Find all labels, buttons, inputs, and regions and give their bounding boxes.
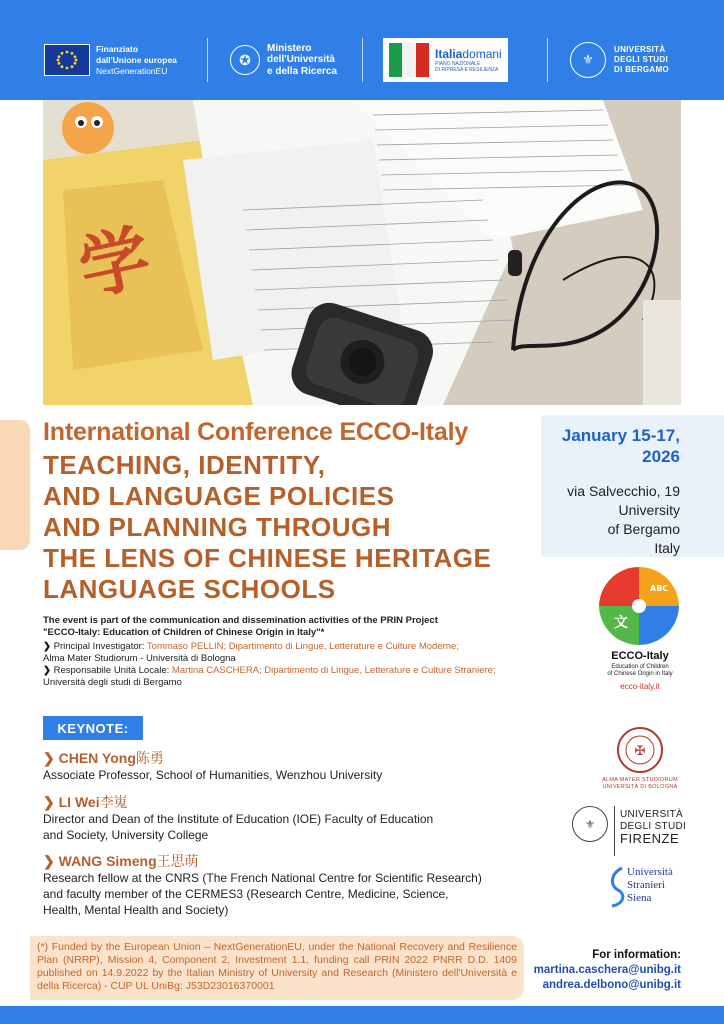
unifi-line1: UNIVERSITÀ	[620, 809, 684, 820]
contact-label: For information:	[592, 949, 681, 961]
date-line2: 2026	[642, 447, 680, 466]
venue-line: of Bergamo	[607, 521, 680, 537]
unibo-logo-text	[590, 777, 690, 791]
unifi-line3: FIRENZE	[620, 831, 680, 846]
speaker-name: CHEN Yong	[58, 750, 136, 766]
speaker-chinese-name: 陈勇	[135, 750, 164, 766]
pi-label: Principal Investigator:	[53, 641, 147, 652]
itd-sub1: PIANO NAZIONALE	[435, 60, 481, 67]
ecco-website-link[interactable]: ecco-italy.it	[620, 682, 660, 691]
divider	[362, 38, 363, 82]
svg-text:文: 文	[614, 615, 628, 631]
italiadomani-logo	[383, 36, 508, 84]
speaker-chinese-name: 李嵬	[99, 794, 128, 810]
ecco-sub2: of Chinese Origin in Italy	[607, 671, 673, 677]
project-intro2: "ECCO-Italy: Education of Children of Chinese Origin in Italy"*	[43, 627, 325, 638]
ecco-sub1: Education of Children	[611, 664, 669, 670]
eu-flag-icon	[44, 44, 90, 76]
contact-email-link[interactable]: andrea.delbono@unibg.it	[542, 979, 681, 991]
speaker-description: Associate Professor, School of Humanities, Wenzhou University	[43, 768, 383, 782]
rl-institution: Università degli studi di Bergamo	[43, 677, 182, 688]
unibg-logo	[570, 36, 669, 84]
unistrasi-mark-icon	[608, 866, 628, 908]
event-date	[562, 425, 680, 467]
svg-text:✠: ✠	[634, 744, 646, 759]
unibo-line2: UNIVERSITÀ DI BOLOGNA	[602, 784, 678, 790]
unistrasi-logo-text	[627, 866, 673, 905]
rl-name: Martina CASCHERA; Dipartimento di Lingue, Letterature e Culture Straniere;	[171, 665, 496, 676]
itd-sub2: DI RIPRESA E RESILIENZA	[435, 66, 499, 73]
itd-name-b: domani	[462, 46, 502, 61]
mur-line1: Ministero	[267, 42, 312, 54]
speaker-item	[43, 852, 543, 918]
unistra-line1: Università	[627, 866, 673, 878]
speaker-description: Director and Dean of the Institute of Education (IOE) Faculty of Education	[43, 812, 434, 826]
subtitle-line: LANGUAGE SCHOOLS	[43, 574, 336, 604]
pi-name: Tommaso PELLIN; Dipartimento di Lingue, Letterature e Culture Moderne;	[146, 641, 459, 652]
rl-label: Responsabile Unità Locale:	[53, 665, 172, 676]
chevron-right-icon: ❯	[43, 853, 55, 869]
speaker-name: LI Wei	[58, 794, 100, 810]
italian-emblem-icon: ✪	[230, 45, 260, 75]
divider	[547, 38, 548, 82]
eu-logo	[44, 36, 177, 84]
date-line1: January 15-17,	[561, 426, 680, 445]
conference-subtitle	[43, 450, 491, 605]
chevron-right-icon: ❯	[43, 665, 51, 676]
speaker-chinese-name: 王思萌	[156, 853, 199, 869]
unibg-line2: DEGLI STUDI	[614, 55, 668, 64]
subtitle-line: AND LANGUAGE POLICIES	[43, 481, 395, 511]
unibg-line3: DI BERGAMO	[614, 65, 669, 74]
chevron-right-icon: ❯	[43, 794, 55, 810]
contact-email-link[interactable]: martina.caschera@unibg.it	[533, 964, 681, 976]
conference-title: International Conference ECCO-Italy	[43, 418, 469, 446]
unifi-seal-icon: ⚜	[572, 806, 608, 842]
venue-line: via Salvecchio, 19	[567, 483, 680, 499]
svg-text:ABC: ABC	[650, 584, 669, 593]
speaker-item	[43, 749, 543, 783]
venue-line: University	[618, 502, 680, 518]
ecco-name: ECCO-Italy	[611, 650, 669, 662]
subtitle-line: THE LENS OF CHINESE HERITAGE	[43, 543, 492, 573]
unibg-seal-icon: ⚜	[570, 42, 606, 78]
project-intro1: The event is part of the communication and dissemination activities of the PRIN Project	[43, 615, 438, 626]
speaker-description: Research fellow at the CNRS (The French National Centre for Scientific Research)	[43, 871, 482, 885]
hero-photo	[43, 100, 681, 405]
speaker-description: and faculty member of the CERMES3 (Research Centre, Medicine, Science,	[43, 887, 449, 901]
italy-flag-icon	[389, 43, 429, 77]
speaker-name: WANG Simeng	[58, 853, 157, 869]
divider	[614, 806, 615, 856]
contact-info	[534, 948, 681, 993]
mur-logo	[230, 36, 337, 84]
decorative-tab	[0, 420, 30, 550]
subtitle-line: AND PLANNING THROUGH	[43, 512, 391, 542]
svg-text:学: 学	[72, 215, 158, 311]
ecco-subtitle	[560, 664, 720, 678]
unifi-line2: DEGLI STUDI	[620, 821, 687, 832]
eu-line3: NextGenerationEU	[96, 65, 168, 76]
subtitle-line: TEACHING, IDENTITY,	[43, 450, 326, 480]
ecco-puzzle-logo-icon	[596, 565, 682, 647]
unistra-line2: Stranieri	[627, 879, 665, 891]
pi-institution: Alma Mater Studiorum - Università di Bologna	[43, 653, 236, 664]
keynote-label: KEYNOTE:	[43, 716, 143, 740]
top-banner	[0, 0, 724, 100]
unistra-line3: Siena	[627, 892, 652, 904]
divider	[207, 38, 208, 82]
unifi-logo-text	[620, 809, 686, 845]
project-info	[43, 615, 543, 689]
itd-name-a: Italia	[435, 46, 463, 61]
unibg-line1: UNIVERSITÀ	[614, 45, 666, 54]
unibo-line1: ALMA MATER STUDIORUM	[602, 777, 678, 783]
funding-note: (*) Funded by the European Union – NextGenerationEU, under the National Recovery and Resilience Plan (NRRP), Mission 4, Component 2, Investment 1.1, funding call PRIN 2022 PNRR D.D. 1409 published on 14.9.2022 by the Italian Ministry of University and Research (Ministero dell'Università e della Ricerca) - CUP UL UniBg: J53D23016370001	[30, 936, 524, 1000]
speaker-description: and Society, University College	[43, 828, 209, 842]
chevron-right-icon: ❯	[43, 641, 51, 652]
eu-line2: dall'Unione europea	[96, 54, 177, 65]
mur-line2: dell'Università	[267, 54, 335, 66]
chevron-right-icon: ❯	[43, 750, 55, 766]
bottom-bar	[0, 1006, 724, 1024]
event-venue	[567, 482, 680, 558]
speaker-description: Health, Mental Health and Society)	[43, 903, 229, 917]
mur-line3: e della Ricerca	[267, 65, 338, 77]
speaker-item	[43, 793, 543, 843]
unibo-seal-icon	[617, 727, 663, 773]
eu-line1: Finanziato	[96, 43, 139, 54]
venue-line: Italy	[654, 540, 680, 556]
